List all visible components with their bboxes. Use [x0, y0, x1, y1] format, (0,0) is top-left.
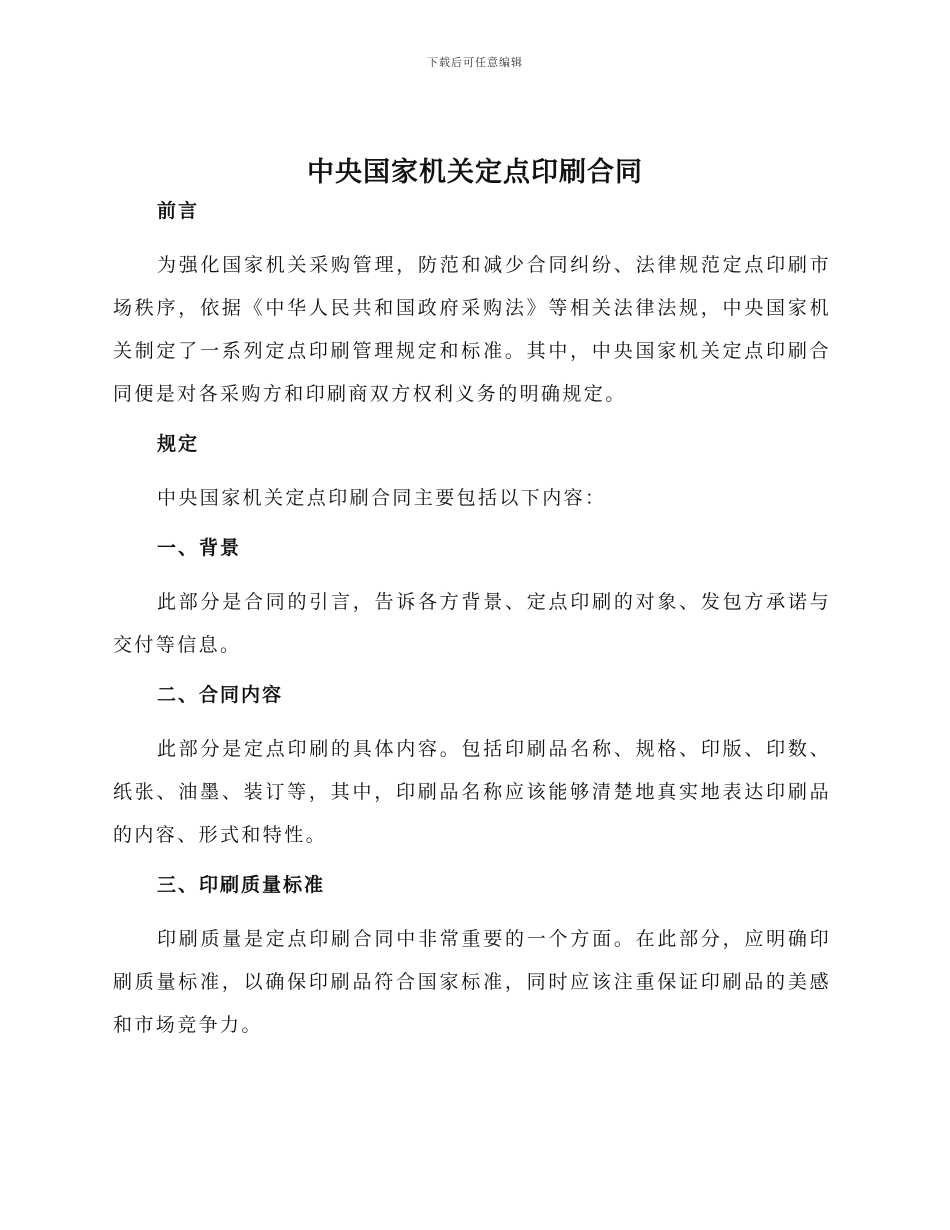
section-heading: 前言 — [157, 200, 200, 222]
section-heading: 一、背景 — [157, 537, 242, 559]
section-heading: 规定 — [157, 433, 200, 455]
section-paragraph: 为强化国家机关采购管理，防范和减少合同纠纷、法律规范定点印刷市场秩序，依据《中华人民共和国政府采购法》等相关法律法规，中央国家机关制定了一系列定点印刷管理规定和标准。其中，中央国家机关定点印刷合同便是对各采购方和印刷商双方权利义务的明确规定。 — [113, 254, 831, 405]
section-quality-standards — [113, 870, 831, 1047]
section-paragraph: 中央国家机关定点印刷合同主要包括以下内容： — [157, 487, 607, 509]
section-paragraph: 印刷质量是定点印刷合同中非常重要的一个方面。在此部分，应明确印刷质量标准，以确保印刷品符合国家标准，同时应该注重保证印刷品的美感和市场竞争力。 — [113, 928, 831, 1036]
section-background — [113, 533, 831, 667]
document-body — [113, 196, 831, 1047]
section-heading: 三、印刷质量标准 — [157, 874, 326, 896]
document-title: 中央国家机关定点印刷合同 — [307, 157, 643, 188]
section-preface — [113, 196, 831, 416]
section-provisions — [113, 429, 831, 520]
page-header: 下载后可任意编辑 — [427, 56, 523, 69]
section-heading: 二、合同内容 — [157, 684, 284, 706]
section-paragraph: 此部分是合同的引言，告诉各方背景、定点印刷的对象、发包方承诺与交付等信息。 — [113, 591, 831, 656]
section-paragraph: 此部分是定点印刷的具体内容。包括印刷品名称、规格、印版、印数、纸张、油墨、装订等，其中，印刷品名称应该能够清楚地真实地表达印刷品的内容、形式和特性。 — [113, 738, 831, 846]
section-contract-content — [113, 680, 831, 857]
